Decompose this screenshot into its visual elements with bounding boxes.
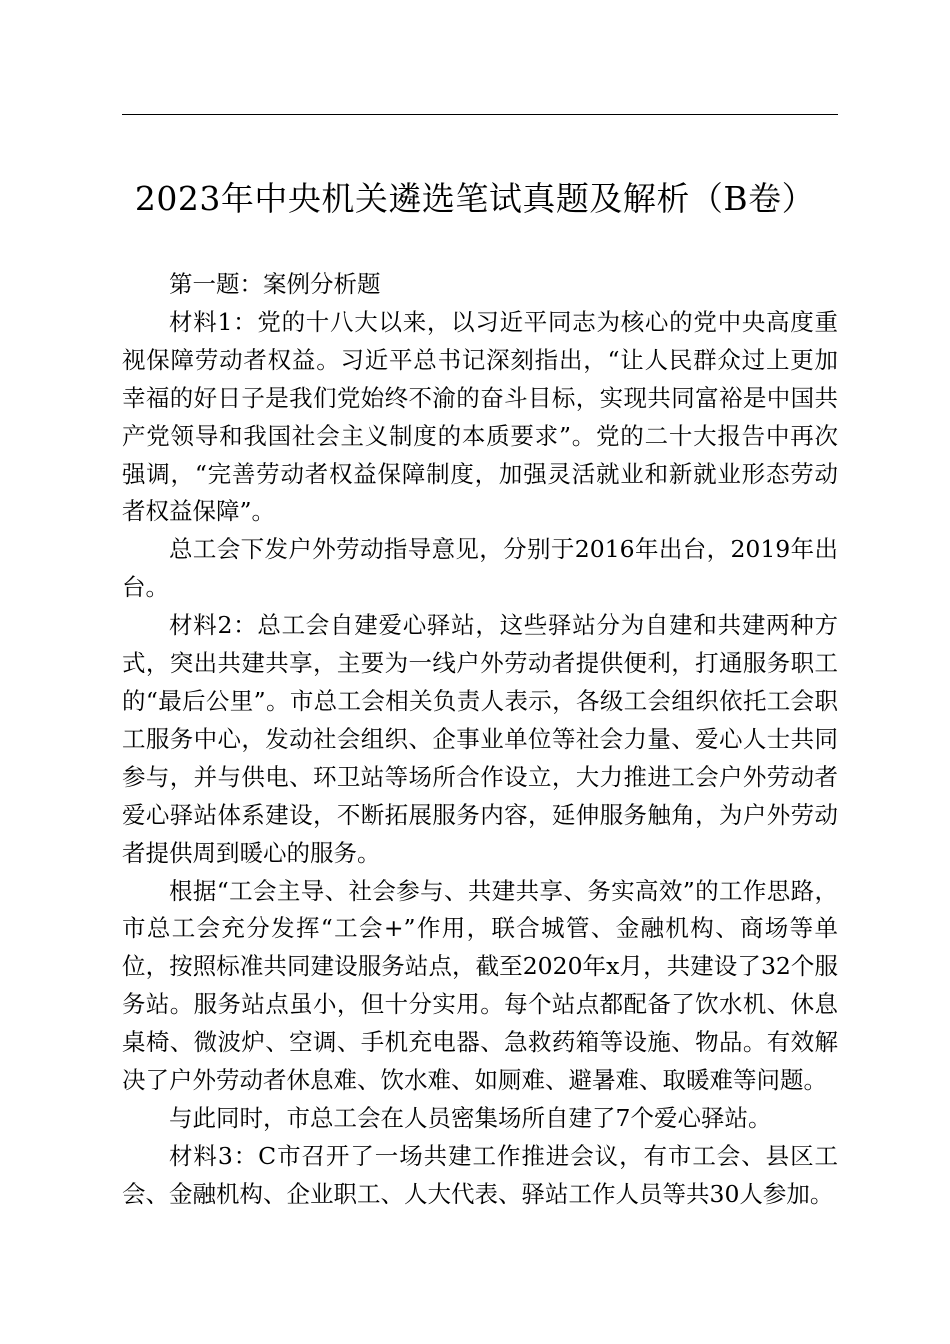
document-body (122, 266, 838, 1214)
question-heading: 第一题：案例分析题 (169, 270, 381, 298)
document-title: 2023年中央机关遴选笔试真题及解析（B卷） (134, 179, 816, 218)
guidance-paragraph: 总工会下发户外劳动指导意见，分别于2016年出台，2019年出台。 (122, 535, 838, 602)
work-approach-paragraph: 根据“工会主导、社会参与、共建共享、务实高效”的工作思路，市总工会充分发挥“工会+”作用，联合城管、金融机构、商场等单位，按照标准共同建设服务站点，截至2020年x月，共建设了32个服务站。服务站点虽小，但十分实用。每个站点都配备了饮水机、休息桌椅、微波炉、空调、手机充电器、急救药箱等设施、物品。有效解决了户外劳动者休息难、饮水难、如厕难、避暑难、取暖难等问题。 (122, 876, 838, 1095)
material-1-paragraph: 材料1：党的十八大以来，以习近平同志为核心的党中央高度重视保障劳动者权益。习近平总书记深刻指出，“让人民群众过上更加幸福的好日子是我们党始终不渝的奋斗目标，实现共同富裕是中国共产党领导和我国社会主义制度的本质要求”。党的二十大报告中再次强调，“完善劳动者权益保障制度，加强灵活就业和新就业形态劳动者权益保障”。 (122, 307, 838, 526)
material-2-paragraph: 材料2：总工会自建爱心驿站，这些驿站分为自建和共建两种方式，突出共建共享，主要为一线户外劳动者提供便利，打通服务职工的“最后公里”。市总工会相关负责人表示，各级工会组织依托工会职工服务中心，发动社会组织、企事业单位等社会力量、爱心人士共同参与，并与供电、环卫站等场所合作设立，大力推进工会户外劳动者爱心驿站体系建设，不断拓展服务内容，延伸服务触角，为户外劳动者提供周到暖心的服务。 (122, 611, 838, 867)
material-3-paragraph: 材料3：C市召开了一场共建工作推进会议，有市工会、县区工会、金融机构、企业职工、人大代表、驿站工作人员等共30人参加。 (122, 1141, 838, 1208)
header-rule (122, 114, 838, 115)
self-built-stations-paragraph: 与此同时，市总工会在人员密集场所自建了7个爱心驿站。 (169, 1103, 772, 1132)
